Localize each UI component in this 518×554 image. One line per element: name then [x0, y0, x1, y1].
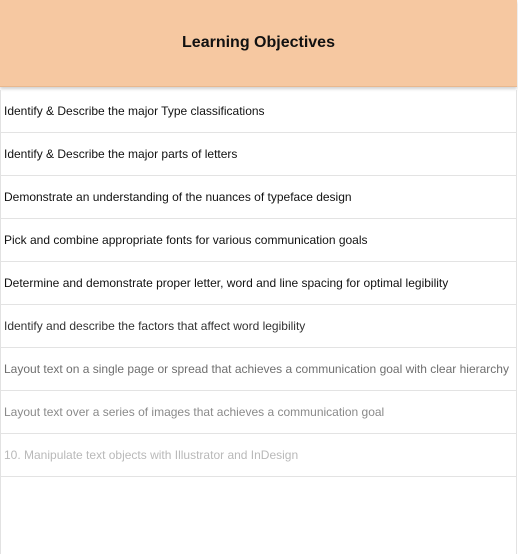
page-title: Learning Objectives [182, 34, 335, 51]
objective-text: Identify & Describe the major parts of letters [4, 147, 238, 161]
list-item [1, 219, 516, 262]
objective-text: Layout text over a series of images that achieves a communication goal [4, 405, 385, 419]
objectives-header [0, 0, 517, 87]
objective-text: Identify and describe the factors that affect word legibility [4, 319, 306, 333]
objective-text: Determine and demonstrate proper letter, word and line spacing for optimal legibility [4, 276, 449, 290]
list-item [1, 391, 516, 434]
list-item [1, 434, 516, 477]
objective-text: Demonstrate an understanding of the nuances of typeface design [4, 190, 352, 204]
list-item [1, 133, 516, 176]
list-item [1, 262, 516, 305]
objective-text: 10. Manipulate text objects with Illustrator and InDesign [4, 448, 299, 462]
objective-text: Layout text on a single page or spread that achieves a communication goal with clear hierarchy [4, 362, 509, 376]
list-item [1, 90, 516, 133]
list-item [1, 305, 516, 348]
objective-text: Identify & Describe the major Type classifications [4, 104, 265, 118]
objective-text: Pick and combine appropriate fonts for various communication goals [4, 233, 368, 247]
list-item [1, 348, 516, 391]
list-item [1, 176, 516, 219]
objectives-list [0, 90, 517, 554]
